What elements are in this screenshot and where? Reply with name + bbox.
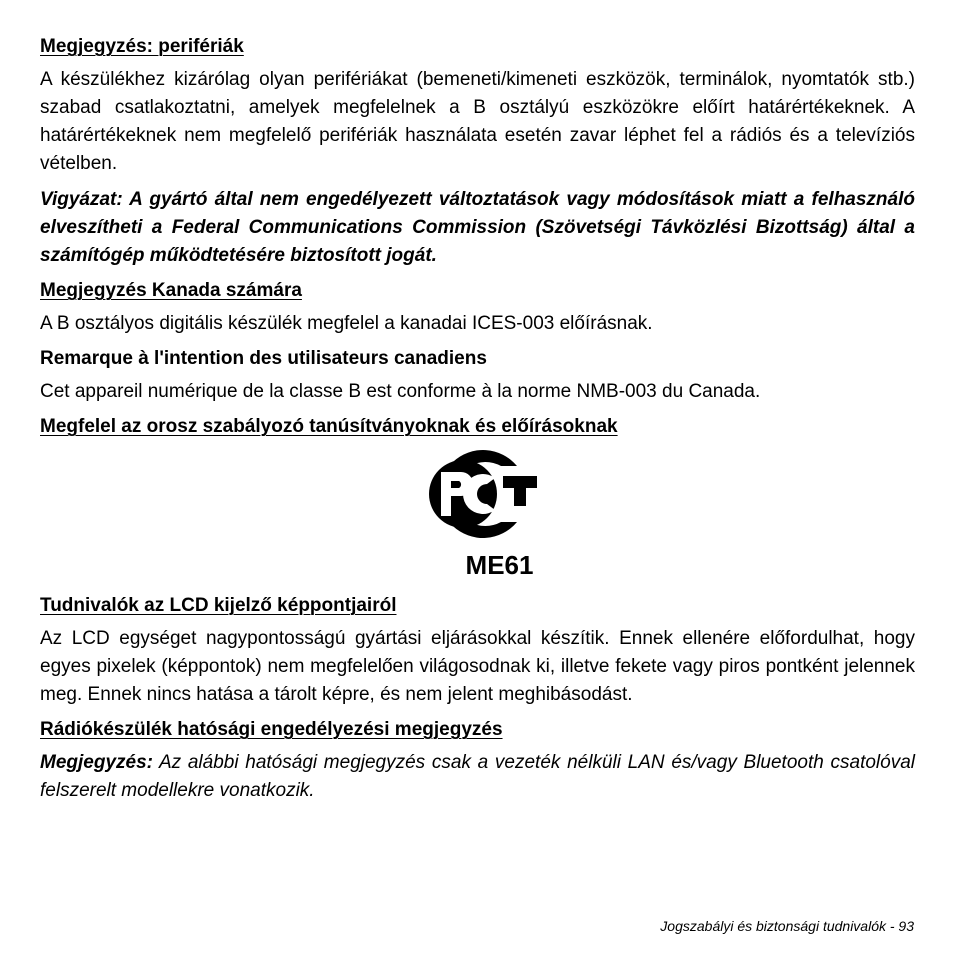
radio-note-label: Megjegyzés: (40, 752, 153, 773)
radio-note (40, 749, 915, 805)
peripherals-heading: Megjegyzés: perifériák (40, 36, 244, 57)
fcc-warning: Vigyázat: A gyártó által nem engedélyezett változtatások vagy módosítások miatt a felhasználó elveszítheti a Federal Communications Commission (Szövetségi Távközlési Bizottság) által a számítógép működtetésére biztosított jogát. (40, 189, 915, 266)
document-page (40, 34, 915, 817)
russia-heading: Megfelel az orosz szabályozó tanúsítványoknak és előírásoknak (40, 416, 618, 437)
certification-code: ME61 (465, 550, 534, 580)
certification-logo (40, 446, 915, 581)
lcd-heading: Tudnivalók az LCD kijelző képpontjairól (40, 595, 397, 616)
radio-note-text: Az alábbi hatósági megjegyzés csak a vezeték nélküli LAN és/vagy Bluetooth csatolóval felszerelt modellekre vonatkozik. (40, 752, 915, 801)
page-footer: Jogszabályi és biztonsági tudnivalók - 93 (660, 918, 914, 934)
canada-heading: Megjegyzés Kanada számára (40, 280, 302, 301)
pct-certification-mark-icon (415, 446, 541, 542)
radio-heading: Rádiókészülék hatósági engedélyezési megjegyzés (40, 719, 503, 740)
canada-body: A B osztályos digitális készülék megfelel a kanadai ICES-003 előírásnak. (40, 313, 653, 334)
peripherals-body: A készülékhez kizárólag olyan perifériákat (bemeneti/kimeneti eszközök, terminálok, nyomtatók stb.) szabad csatlakoztatni, amelyek megfelelnek a B osztályú eszközökre előírt határértékeknek. A határértékeknek nem megfelelő perifériák használata esetén zavar léphet fel a rádiós és a televíziós vételben. (40, 69, 915, 174)
canada-fr-heading: Remarque à l'intention des utilisateurs canadiens (40, 348, 487, 369)
canada-fr-body: Cet appareil numérique de la classe B est conforme à la norme NMB-003 du Canada. (40, 381, 761, 402)
lcd-body: Az LCD egységet nagypontosságú gyártási eljárásokkal készítik. Ennek ellenére előfordulhat, hogy egyes pixelek (képpontok) nem megfelelően világosodnak ki, illetve fekete vagy piros pontként jelennek meg. Ennek nincs hatása a tárolt képre, és nem jelent meghibásodást. (40, 628, 915, 705)
